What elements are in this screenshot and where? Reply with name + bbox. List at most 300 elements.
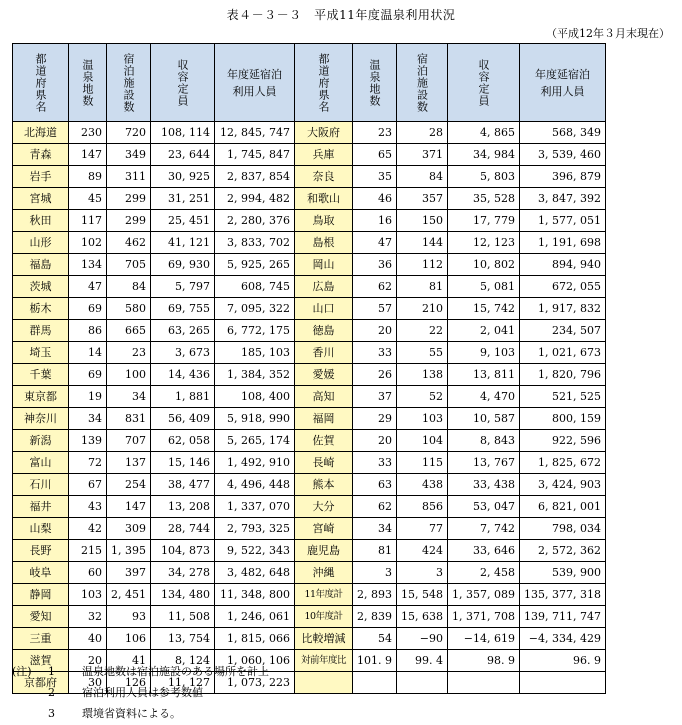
facilities-cell: −90 [397, 628, 448, 650]
users-cell: 1, 384, 352 [215, 364, 295, 386]
facilities-cell: 438 [397, 474, 448, 496]
table-row [13, 452, 606, 474]
users-cell: 1, 492, 910 [215, 452, 295, 474]
table-row [13, 144, 606, 166]
springs-cell: 57 [353, 298, 397, 320]
capacity-cell: 14, 436 [151, 364, 215, 386]
springs-cell: 20 [353, 430, 397, 452]
users-cell: 3, 847, 392 [520, 188, 606, 210]
springs-cell: 69 [69, 298, 107, 320]
facilities-cell: 34 [107, 386, 151, 408]
users-cell: 539, 900 [520, 562, 606, 584]
header-capacity-right: 収容定員 [448, 44, 520, 122]
facilities-cell: 15, 638 [397, 606, 448, 628]
prefecture-cell: 山梨 [13, 518, 69, 540]
table-row [13, 474, 606, 496]
header-hot-springs-right: 温泉地数 [353, 44, 397, 122]
table-row [13, 584, 606, 606]
prefecture-cell: 大阪府 [295, 122, 353, 144]
table-row [13, 276, 606, 298]
users-cell: −4, 334, 429 [520, 628, 606, 650]
facilities-cell: 84 [397, 166, 448, 188]
prefecture-cell: 鳥取 [295, 210, 353, 232]
springs-cell: 35 [353, 166, 397, 188]
springs-cell: 45 [69, 188, 107, 210]
users-cell: 672, 055 [520, 276, 606, 298]
facilities-cell: 705 [107, 254, 151, 276]
facilities-cell: 93 [107, 606, 151, 628]
users-cell: 2, 572, 362 [520, 540, 606, 562]
springs-cell: 86 [69, 320, 107, 342]
users-cell: 135, 377, 318 [520, 584, 606, 606]
facilities-cell: 856 [397, 496, 448, 518]
prefecture-cell: 岩手 [13, 166, 69, 188]
users-cell: 1, 825, 672 [520, 452, 606, 474]
facilities-cell: 28 [397, 122, 448, 144]
facilities-cell: 831 [107, 408, 151, 430]
capacity-cell: 13, 811 [448, 364, 520, 386]
prefecture-cell: 埼玉 [13, 342, 69, 364]
facilities-cell: 2, 451 [107, 584, 151, 606]
prefecture-cell: 山口 [295, 298, 353, 320]
facilities-cell: 462 [107, 232, 151, 254]
springs-cell: 40 [69, 628, 107, 650]
capacity-cell: 30, 925 [151, 166, 215, 188]
prefecture-cell: 広島 [295, 276, 353, 298]
springs-cell: 101. 9 [353, 650, 397, 672]
users-cell: 5, 265, 174 [215, 430, 295, 452]
prefecture-cell: 愛媛 [295, 364, 353, 386]
capacity-cell: 53, 047 [448, 496, 520, 518]
springs-cell: 62 [353, 496, 397, 518]
facilities-cell: 104 [397, 430, 448, 452]
springs-cell: 69 [69, 364, 107, 386]
prefecture-cell: 富山 [13, 452, 69, 474]
prefecture-cell: 宮崎 [295, 518, 353, 540]
users-cell: 1, 917, 832 [520, 298, 606, 320]
footnotes [12, 661, 269, 724]
facilities-cell: 371 [397, 144, 448, 166]
users-cell: 2, 994, 482 [215, 188, 295, 210]
prefecture-cell: 岡山 [295, 254, 353, 276]
springs-cell: 67 [69, 474, 107, 496]
capacity-cell: 62, 058 [151, 430, 215, 452]
springs-cell: 2, 839 [353, 606, 397, 628]
facilities-cell: 580 [107, 298, 151, 320]
capacity-cell: 31, 251 [151, 188, 215, 210]
capacity-cell: 38, 477 [151, 474, 215, 496]
facilities-cell: 3 [397, 562, 448, 584]
capacity-cell: 35, 528 [448, 188, 520, 210]
users-cell: 4, 496, 448 [215, 474, 295, 496]
prefecture-cell: 石川 [13, 474, 69, 496]
facilities-cell: 106 [107, 628, 151, 650]
capacity-cell: 10, 802 [448, 254, 520, 276]
users-cell: 6, 772, 175 [215, 320, 295, 342]
facilities-cell: 84 [107, 276, 151, 298]
users-cell: 5, 925, 265 [215, 254, 295, 276]
prefecture-cell [295, 672, 353, 694]
facilities-cell: 1, 395 [107, 540, 151, 562]
prefecture-cell: 比較増減 [295, 628, 353, 650]
facilities-cell: 77 [397, 518, 448, 540]
users-cell: 185, 103 [215, 342, 295, 364]
table-row [13, 540, 606, 562]
users-cell: 1, 021, 673 [520, 342, 606, 364]
springs-cell: 134 [69, 254, 107, 276]
prefecture-cell: 山形 [13, 232, 69, 254]
users-cell: 568, 349 [520, 122, 606, 144]
facilities-cell [397, 672, 448, 694]
table-row [13, 606, 606, 628]
capacity-cell: 4, 865 [448, 122, 520, 144]
springs-cell: 43 [69, 496, 107, 518]
prefecture-cell: 鹿児島 [295, 540, 353, 562]
users-cell: 139, 711, 747 [520, 606, 606, 628]
springs-cell: 34 [353, 518, 397, 540]
prefecture-cell: 和歌山 [295, 188, 353, 210]
users-cell: 5, 918, 990 [215, 408, 295, 430]
prefecture-cell: 秋田 [13, 210, 69, 232]
facilities-cell: 144 [397, 232, 448, 254]
facilities-cell: 103 [397, 408, 448, 430]
springs-cell: 42 [69, 518, 107, 540]
prefecture-cell: 徳島 [295, 320, 353, 342]
capacity-cell: 2, 041 [448, 320, 520, 342]
table-row [13, 298, 606, 320]
footnote-2: 2 宿泊利用人員は参考数値 [48, 686, 203, 699]
springs-cell: 60 [69, 562, 107, 584]
facilities-cell: 52 [397, 386, 448, 408]
facilities-cell: 137 [107, 452, 151, 474]
springs-cell: 29 [353, 408, 397, 430]
capacity-cell: 1, 357, 089 [448, 584, 520, 606]
capacity-cell: 12, 123 [448, 232, 520, 254]
prefecture-cell: 11年度計 [295, 584, 353, 606]
capacity-cell: 1, 371, 708 [448, 606, 520, 628]
capacity-cell: 10, 587 [448, 408, 520, 430]
users-cell: 1, 745, 847 [215, 144, 295, 166]
prefecture-cell: 岐阜 [13, 562, 69, 584]
springs-cell: 81 [353, 540, 397, 562]
header-annual-users: 年度延宿泊 利用人員 [215, 44, 295, 122]
springs-cell: 3 [353, 562, 397, 584]
facilities-cell: 210 [397, 298, 448, 320]
prefecture-cell: 青森 [13, 144, 69, 166]
capacity-cell: 5, 081 [448, 276, 520, 298]
table-row [13, 122, 606, 144]
prefecture-cell: 新潟 [13, 430, 69, 452]
prefecture-cell: 長野 [13, 540, 69, 562]
prefecture-cell: 大分 [295, 496, 353, 518]
table-title: 表４－３－３ 平成11年度温泉利用状況 [226, 8, 456, 22]
springs-cell: 215 [69, 540, 107, 562]
capacity-cell: 13, 754 [151, 628, 215, 650]
users-cell: 3, 539, 460 [520, 144, 606, 166]
table-row [13, 232, 606, 254]
users-cell: 1, 073, 223 [215, 672, 295, 694]
facilities-cell: 309 [107, 518, 151, 540]
springs-cell: 26 [353, 364, 397, 386]
table-row [13, 386, 606, 408]
header-hot-springs: 温泉地数 [69, 44, 107, 122]
springs-cell: 2, 893 [353, 584, 397, 606]
prefecture-cell: 東京都 [13, 386, 69, 408]
capacity-cell: 15, 146 [151, 452, 215, 474]
facilities-cell: 100 [107, 364, 151, 386]
capacity-cell: 98. 9 [448, 650, 520, 672]
capacity-cell: −14, 619 [448, 628, 520, 650]
facilities-cell: 23 [107, 342, 151, 364]
springs-cell: 72 [69, 452, 107, 474]
table-row [13, 254, 606, 276]
users-cell: 2, 280, 376 [215, 210, 295, 232]
table-row [13, 562, 606, 584]
prefecture-cell: 兵庫 [295, 144, 353, 166]
users-cell: 12, 845, 747 [215, 122, 295, 144]
springs-cell: 103 [69, 584, 107, 606]
prefecture-cell: 対前年度比 [295, 650, 353, 672]
springs-cell: 20 [69, 650, 107, 672]
capacity-cell: 28, 744 [151, 518, 215, 540]
capacity-cell: 17, 779 [448, 210, 520, 232]
springs-cell: 62 [353, 276, 397, 298]
header-annual-users-right: 年度延宿泊 利用人員 [520, 44, 606, 122]
prefecture-cell: 奈良 [295, 166, 353, 188]
facilities-cell: 665 [107, 320, 151, 342]
users-cell: 3, 482, 648 [215, 562, 295, 584]
capacity-cell: 41, 121 [151, 232, 215, 254]
table-row [13, 210, 606, 232]
as-of-date: （平成12年３月末現在） [546, 27, 670, 40]
facilities-cell: 357 [397, 188, 448, 210]
capacity-cell: 13, 767 [448, 452, 520, 474]
springs-cell: 32 [69, 606, 107, 628]
table-row [13, 188, 606, 210]
facilities-cell: 15, 548 [397, 584, 448, 606]
table-row [13, 496, 606, 518]
capacity-cell: 25, 451 [151, 210, 215, 232]
facilities-cell: 41 [107, 650, 151, 672]
facilities-cell: 720 [107, 122, 151, 144]
springs-cell: 89 [69, 166, 107, 188]
prefecture-cell: 北海道 [13, 122, 69, 144]
footnote-1: (注) 1 温泉地数は宿泊施設のある場所を計上 [12, 661, 269, 682]
prefecture-cell: 高知 [295, 386, 353, 408]
prefecture-cell: 愛知 [13, 606, 69, 628]
users-cell [520, 672, 606, 694]
springs-cell: 37 [353, 386, 397, 408]
capacity-cell: 5, 803 [448, 166, 520, 188]
springs-cell: 63 [353, 474, 397, 496]
facilities-cell: 424 [397, 540, 448, 562]
prefecture-cell: 神奈川 [13, 408, 69, 430]
capacity-cell: 69, 755 [151, 298, 215, 320]
springs-cell: 230 [69, 122, 107, 144]
prefecture-cell: 福岡 [295, 408, 353, 430]
capacity-cell: 104, 873 [151, 540, 215, 562]
springs-cell: 34 [69, 408, 107, 430]
prefecture-cell: 島根 [295, 232, 353, 254]
springs-cell [353, 672, 397, 694]
users-cell: 608, 745 [215, 276, 295, 298]
facilities-cell: 397 [107, 562, 151, 584]
prefecture-cell: 福島 [13, 254, 69, 276]
springs-cell: 14 [69, 342, 107, 364]
users-cell: 1, 246, 061 [215, 606, 295, 628]
users-cell: 9, 522, 343 [215, 540, 295, 562]
capacity-cell: 63, 265 [151, 320, 215, 342]
springs-cell: 147 [69, 144, 107, 166]
facilities-cell: 138 [397, 364, 448, 386]
prefecture-cell: 静岡 [13, 584, 69, 606]
prefecture-cell: 栃木 [13, 298, 69, 320]
capacity-cell: 23, 644 [151, 144, 215, 166]
capacity-cell: 8, 843 [448, 430, 520, 452]
table-row [13, 166, 606, 188]
capacity-cell: 7, 742 [448, 518, 520, 540]
users-cell: 3, 424, 903 [520, 474, 606, 496]
facilities-cell: 99. 4 [397, 650, 448, 672]
users-cell: 798, 034 [520, 518, 606, 540]
capacity-cell: 5, 797 [151, 276, 215, 298]
table-row [13, 628, 606, 650]
springs-cell: 46 [353, 188, 397, 210]
facilities-cell: 55 [397, 342, 448, 364]
users-cell: 1, 337, 070 [215, 496, 295, 518]
facilities-cell: 349 [107, 144, 151, 166]
springs-cell: 20 [353, 320, 397, 342]
facilities-cell: 299 [107, 210, 151, 232]
capacity-cell: 33, 646 [448, 540, 520, 562]
springs-cell: 30 [69, 672, 107, 694]
capacity-cell: 11, 508 [151, 606, 215, 628]
prefecture-cell: 茨城 [13, 276, 69, 298]
springs-cell: 102 [69, 232, 107, 254]
users-cell: 521, 525 [520, 386, 606, 408]
prefecture-cell: 沖縄 [295, 562, 353, 584]
prefecture-cell: 三重 [13, 628, 69, 650]
prefecture-cell: 滋賀 [13, 650, 69, 672]
users-cell: 3, 833, 702 [215, 232, 295, 254]
table-row [13, 408, 606, 430]
facilities-cell: 81 [397, 276, 448, 298]
capacity-cell: 4, 470 [448, 386, 520, 408]
users-cell: 7, 095, 322 [215, 298, 295, 320]
users-cell: 11, 348, 800 [215, 584, 295, 606]
springs-cell: 139 [69, 430, 107, 452]
table-row [13, 430, 606, 452]
prefecture-cell: 香川 [295, 342, 353, 364]
prefecture-cell: 10年度計 [295, 606, 353, 628]
capacity-cell: 69, 930 [151, 254, 215, 276]
users-cell: 800, 159 [520, 408, 606, 430]
prefecture-cell: 千葉 [13, 364, 69, 386]
capacity-cell: 134, 480 [151, 584, 215, 606]
facilities-cell: 299 [107, 188, 151, 210]
prefecture-cell: 佐賀 [295, 430, 353, 452]
capacity-cell: 108, 114 [151, 122, 215, 144]
capacity-cell: 3, 673 [151, 342, 215, 364]
facilities-cell: 22 [397, 320, 448, 342]
users-cell: 922, 596 [520, 430, 606, 452]
springs-cell: 19 [69, 386, 107, 408]
capacity-cell: 2, 458 [448, 562, 520, 584]
users-cell: 2, 837, 854 [215, 166, 295, 188]
footnote-3: 3 環境省資料による。 [48, 707, 181, 720]
header-facilities-right: 宿泊施設数 [397, 44, 448, 122]
springs-cell: 47 [353, 232, 397, 254]
capacity-cell: 1, 881 [151, 386, 215, 408]
users-cell: 108, 400 [215, 386, 295, 408]
facilities-cell: 311 [107, 166, 151, 188]
table-row [13, 342, 606, 364]
springs-cell: 33 [353, 452, 397, 474]
users-cell: 6, 821, 001 [520, 496, 606, 518]
users-cell: 894, 940 [520, 254, 606, 276]
users-cell: 1, 820, 796 [520, 364, 606, 386]
prefecture-cell: 熊本 [295, 474, 353, 496]
users-cell: 1, 191, 698 [520, 232, 606, 254]
capacity-cell: 33, 438 [448, 474, 520, 496]
header-prefecture: 都道府県名 [13, 44, 69, 122]
hot-spring-usage-table [12, 43, 606, 694]
capacity-cell: 13, 208 [151, 496, 215, 518]
header-capacity: 収容定員 [151, 44, 215, 122]
facilities-cell: 115 [397, 452, 448, 474]
header-row [13, 44, 606, 122]
springs-cell: 117 [69, 210, 107, 232]
capacity-cell: 9, 103 [448, 342, 520, 364]
users-cell: 396, 879 [520, 166, 606, 188]
prefecture-cell: 宮城 [13, 188, 69, 210]
capacity-cell: 34, 278 [151, 562, 215, 584]
capacity-cell [448, 672, 520, 694]
springs-cell: 23 [353, 122, 397, 144]
table-row [13, 364, 606, 386]
users-cell: 1, 815, 066 [215, 628, 295, 650]
capacity-cell: 11, 127 [151, 672, 215, 694]
users-cell: 1, 060, 106 [215, 650, 295, 672]
header-prefecture-right: 都道府県名 [295, 44, 353, 122]
facilities-cell: 126 [107, 672, 151, 694]
prefecture-cell: 長崎 [295, 452, 353, 474]
facilities-cell: 150 [397, 210, 448, 232]
prefecture-cell: 群馬 [13, 320, 69, 342]
facilities-cell: 707 [107, 430, 151, 452]
prefecture-cell: 京都府 [13, 672, 69, 694]
footnote-label: (注) [12, 665, 32, 678]
table-row [13, 320, 606, 342]
springs-cell: 47 [69, 276, 107, 298]
springs-cell: 54 [353, 628, 397, 650]
prefecture-cell: 福井 [13, 496, 69, 518]
springs-cell: 16 [353, 210, 397, 232]
users-cell: 1, 577, 051 [520, 210, 606, 232]
springs-cell: 33 [353, 342, 397, 364]
users-cell: 96. 9 [520, 650, 606, 672]
capacity-cell: 8, 124 [151, 650, 215, 672]
header-facilities: 宿泊施設数 [107, 44, 151, 122]
facilities-cell: 147 [107, 496, 151, 518]
springs-cell: 36 [353, 254, 397, 276]
users-cell: 2, 793, 325 [215, 518, 295, 540]
users-cell: 234, 507 [520, 320, 606, 342]
capacity-cell: 15, 742 [448, 298, 520, 320]
table-row [13, 518, 606, 540]
facilities-cell: 254 [107, 474, 151, 496]
capacity-cell: 34, 984 [448, 144, 520, 166]
